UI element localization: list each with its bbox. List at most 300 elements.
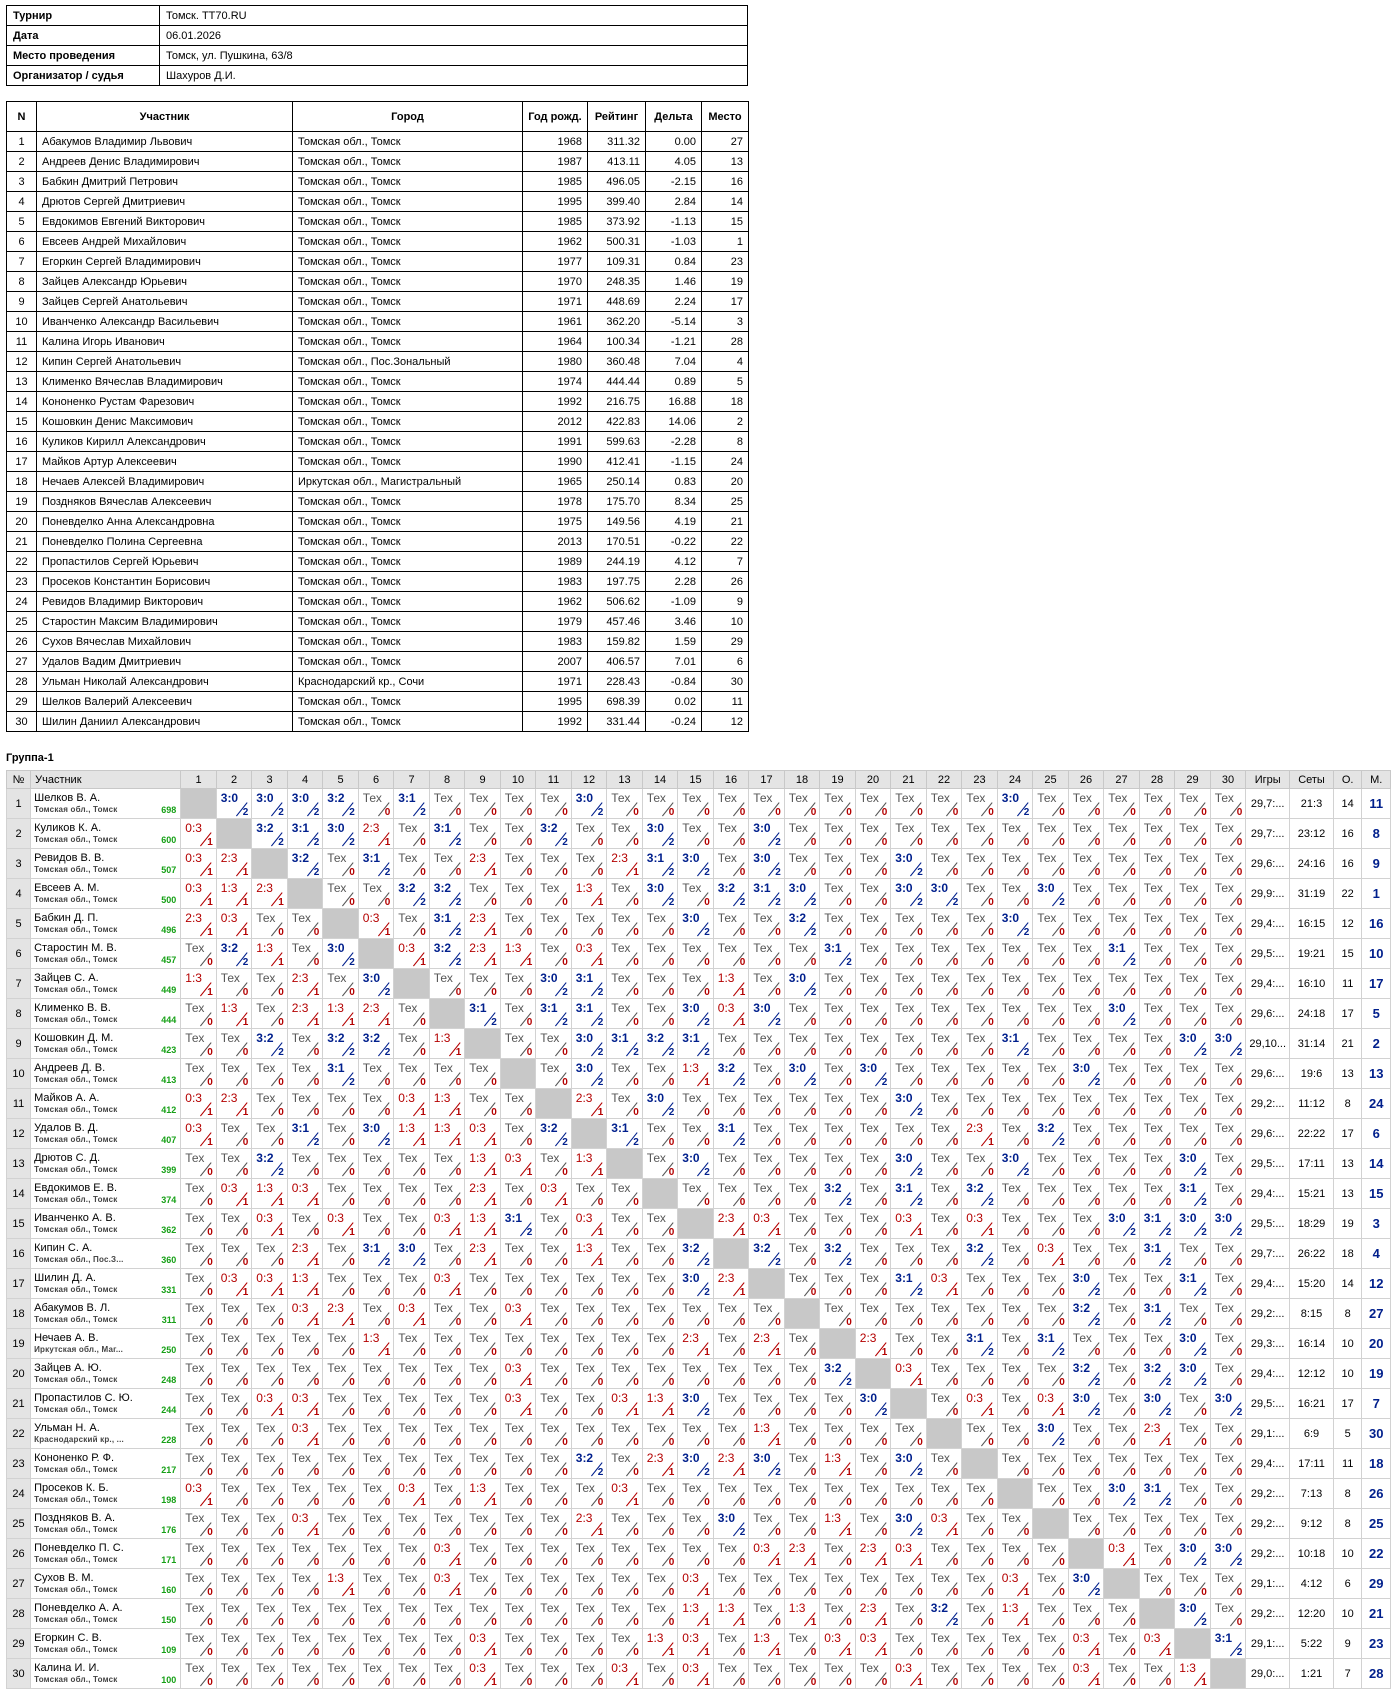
match-points: 0 bbox=[739, 1407, 746, 1418]
match-result-cell bbox=[749, 789, 785, 819]
match-score: Тех bbox=[1214, 1151, 1234, 1165]
match-points: 0 bbox=[349, 1137, 355, 1148]
match-result-cell bbox=[1210, 1359, 1246, 1389]
match-result-cell bbox=[323, 1089, 359, 1119]
match-points: 0 bbox=[349, 1347, 355, 1358]
match-score: Тех bbox=[540, 1331, 560, 1345]
match-points: 2 bbox=[384, 987, 391, 998]
match-result-cell bbox=[997, 939, 1033, 969]
match-points: 0 bbox=[349, 1437, 355, 1448]
match-score: Тех bbox=[824, 1301, 844, 1315]
match-score: Тех bbox=[1001, 821, 1021, 835]
match-result-cell bbox=[713, 1449, 749, 1479]
match-points: 0 bbox=[668, 1077, 675, 1088]
match-points: 0 bbox=[775, 1617, 781, 1628]
match-score: 1:3 bbox=[788, 1601, 806, 1615]
participants-header-cell: N bbox=[7, 102, 37, 132]
match-points: 1 bbox=[1201, 1677, 1207, 1688]
grid-header-opponent-number: 13 bbox=[607, 771, 643, 789]
match-result-cell bbox=[1139, 1389, 1175, 1419]
match-result-cell bbox=[323, 1359, 359, 1389]
match-result-cell bbox=[1068, 1329, 1104, 1359]
match-score: 2:3 bbox=[469, 911, 486, 925]
match-points: 0 bbox=[704, 837, 710, 848]
match-result-cell bbox=[500, 1629, 536, 1659]
match-score: Тех bbox=[220, 1241, 240, 1255]
match-points: 0 bbox=[846, 1557, 852, 1568]
points-cell: 8 bbox=[1333, 1299, 1361, 1329]
match-result-cell bbox=[358, 1539, 394, 1569]
match-score: Тех bbox=[646, 941, 666, 955]
points-cell: 16 bbox=[1333, 819, 1361, 849]
match-result-cell bbox=[678, 1659, 714, 1689]
match-result-cell bbox=[926, 1089, 962, 1119]
participant-cell: 21 bbox=[702, 512, 749, 532]
match-result-cell bbox=[607, 819, 643, 849]
match-score: Тех bbox=[504, 1481, 524, 1495]
player-name: Шилин Д. А. bbox=[34, 1271, 96, 1284]
match-points: 0 bbox=[704, 1197, 710, 1208]
match-points: 1 bbox=[242, 1107, 249, 1118]
match-points: 2 bbox=[917, 1287, 923, 1298]
match-points: 0 bbox=[1165, 1557, 1172, 1568]
match-result-cell bbox=[1175, 1239, 1211, 1269]
match-result-cell bbox=[1210, 1209, 1246, 1239]
match-result-cell bbox=[429, 1239, 465, 1269]
participant-cell: 362.20 bbox=[588, 312, 646, 332]
match-score: 1:3 bbox=[327, 1571, 344, 1585]
match-result-cell bbox=[465, 1119, 501, 1149]
games-cell: 29,2:... bbox=[1246, 1299, 1290, 1329]
match-score: 1:3 bbox=[753, 1421, 770, 1435]
match-score: Тех bbox=[540, 1511, 560, 1525]
match-points: 0 bbox=[1059, 1107, 1065, 1118]
results-grid-row bbox=[7, 1359, 1391, 1389]
match-score: Тех bbox=[575, 821, 595, 835]
match-score: Тех bbox=[824, 1091, 844, 1105]
match-result-cell bbox=[287, 819, 323, 849]
participant-cell: 1980 bbox=[523, 352, 588, 372]
match-points: 0 bbox=[278, 1377, 284, 1388]
row-number: 20 bbox=[7, 1359, 31, 1389]
match-score: Тех bbox=[362, 1211, 382, 1225]
match-score: 3:1 bbox=[1143, 1211, 1162, 1225]
match-points: 1 bbox=[704, 1077, 710, 1088]
match-points: 2 bbox=[597, 987, 604, 998]
match-result-cell bbox=[926, 1389, 962, 1419]
match-result-cell bbox=[536, 1059, 572, 1089]
participant-cell: Майков Артур Алексеевич bbox=[37, 452, 293, 472]
match-result-cell bbox=[394, 1089, 430, 1119]
participant-cell: 1965 bbox=[523, 472, 588, 492]
match-points: 0 bbox=[278, 1557, 284, 1568]
match-result-cell bbox=[1139, 1269, 1175, 1299]
match-result-cell bbox=[394, 1419, 430, 1449]
match-score: Тех bbox=[1143, 1541, 1163, 1555]
match-points: 0 bbox=[739, 1347, 746, 1358]
player-cell bbox=[31, 1389, 181, 1419]
match-score: Тех bbox=[824, 1391, 844, 1405]
match-points: 1 bbox=[242, 1287, 249, 1298]
match-score: Тех bbox=[930, 1451, 950, 1465]
match-points: 0 bbox=[704, 1437, 710, 1448]
match-points: 2 bbox=[313, 807, 320, 818]
match-score: 2:3 bbox=[611, 851, 628, 865]
match-result-cell bbox=[1104, 1089, 1140, 1119]
match-score: 0:3 bbox=[1072, 1661, 1090, 1675]
match-result-cell bbox=[962, 1059, 998, 1089]
match-points: 0 bbox=[207, 1467, 213, 1478]
match-score: Тех bbox=[753, 1061, 773, 1075]
match-points: 0 bbox=[739, 807, 746, 818]
match-result-cell bbox=[1175, 1149, 1211, 1179]
match-score: 3:0 bbox=[646, 881, 665, 895]
match-points: 1 bbox=[526, 1167, 533, 1178]
match-points: 1 bbox=[207, 987, 213, 998]
match-points: 0 bbox=[526, 1587, 533, 1598]
match-result-cell bbox=[500, 1029, 536, 1059]
match-result-cell bbox=[536, 999, 572, 1029]
match-result-cell bbox=[642, 789, 678, 819]
match-score: 3:2 bbox=[1072, 1301, 1091, 1315]
match-result-cell bbox=[891, 1509, 927, 1539]
match-score: Тех bbox=[185, 1211, 205, 1225]
match-points: 0 bbox=[988, 897, 994, 908]
match-result-cell bbox=[1139, 1119, 1175, 1149]
match-score: 1:3 bbox=[362, 1331, 380, 1345]
match-result-cell bbox=[500, 1089, 536, 1119]
match-score: 3:2 bbox=[291, 851, 310, 865]
player-name: Бабкин Д. П. bbox=[34, 911, 99, 924]
match-result-cell bbox=[287, 1329, 323, 1359]
diagonal-cell bbox=[181, 789, 217, 819]
match-score: Тех bbox=[859, 1481, 879, 1495]
grid-header-opponent-number: 29 bbox=[1175, 771, 1211, 789]
participant-cell: 12 bbox=[7, 352, 37, 372]
match-result-cell bbox=[465, 879, 501, 909]
match-result-cell bbox=[820, 909, 856, 939]
match-result-cell bbox=[749, 1509, 785, 1539]
match-score: Тех bbox=[291, 1661, 311, 1675]
match-score: Тех bbox=[717, 851, 737, 865]
match-score: Тех bbox=[433, 1661, 453, 1675]
match-points: 0 bbox=[349, 1377, 355, 1388]
player-city: Томская обл., Томск bbox=[34, 804, 118, 814]
match-points: 0 bbox=[420, 1377, 426, 1388]
match-points: 1 bbox=[242, 897, 249, 908]
row-number: 4 bbox=[7, 879, 31, 909]
match-score: Тех bbox=[611, 1451, 631, 1465]
match-result-cell bbox=[607, 1449, 643, 1479]
player-name: Кипин С. А. bbox=[34, 1241, 93, 1254]
match-points: 2 bbox=[1165, 1257, 1172, 1268]
match-result-cell bbox=[252, 1509, 288, 1539]
info-value: Томск, ул. Пушкина, 63/8 bbox=[160, 46, 748, 66]
match-points: 0 bbox=[455, 1257, 462, 1268]
match-points: 0 bbox=[242, 1497, 249, 1508]
participant-cell: 496.05 bbox=[588, 172, 646, 192]
match-score: 0:3 bbox=[469, 1631, 486, 1645]
match-score: 3:0 bbox=[327, 821, 345, 835]
match-result-cell bbox=[358, 1629, 394, 1659]
match-score: Тех bbox=[611, 1001, 631, 1015]
diagonal-cell bbox=[1104, 1569, 1140, 1599]
match-result-cell bbox=[1068, 1029, 1104, 1059]
match-points: 0 bbox=[207, 1377, 213, 1388]
match-score: Тех bbox=[1001, 1451, 1021, 1465]
participant-cell: 27 bbox=[7, 652, 37, 672]
match-points: 0 bbox=[988, 1047, 994, 1058]
match-result-cell bbox=[713, 1509, 749, 1539]
match-score: 3:0 bbox=[753, 821, 771, 835]
match-points: 0 bbox=[1130, 1647, 1136, 1658]
match-result-cell bbox=[607, 1179, 643, 1209]
match-result-cell bbox=[465, 1509, 501, 1539]
sets-cell: 19:21 bbox=[1290, 939, 1334, 969]
match-result-cell bbox=[607, 1059, 643, 1089]
match-points: 0 bbox=[668, 957, 675, 968]
match-score: Тех bbox=[966, 1031, 986, 1045]
match-result-cell bbox=[891, 1179, 927, 1209]
match-result-cell bbox=[962, 1359, 998, 1389]
grid-header-opponent-number: 14 bbox=[642, 771, 678, 789]
match-result-cell bbox=[323, 1509, 359, 1539]
match-result-cell bbox=[1139, 1659, 1175, 1689]
match-points: 2 bbox=[810, 987, 817, 998]
participant-cell: 1962 bbox=[523, 592, 588, 612]
match-points: 0 bbox=[881, 1017, 888, 1028]
points-cell: 21 bbox=[1333, 1029, 1361, 1059]
match-points: 0 bbox=[668, 927, 675, 938]
match-points: 0 bbox=[810, 1257, 817, 1268]
match-points: 0 bbox=[988, 1437, 994, 1448]
match-result-cell bbox=[855, 999, 891, 1029]
match-result-cell bbox=[1033, 1089, 1069, 1119]
match-score: Тех bbox=[433, 1241, 453, 1255]
row-number: 9 bbox=[7, 1029, 31, 1059]
match-points: 0 bbox=[384, 1677, 391, 1688]
match-result-cell bbox=[571, 1449, 607, 1479]
match-score: 0:3 bbox=[291, 1421, 309, 1435]
match-score: Тех bbox=[966, 1001, 986, 1015]
match-points: 0 bbox=[455, 1617, 462, 1628]
match-result-cell bbox=[323, 849, 359, 879]
match-points: 0 bbox=[633, 1617, 639, 1628]
match-result-cell bbox=[1104, 1029, 1140, 1059]
match-result-cell bbox=[820, 819, 856, 849]
match-result-cell bbox=[216, 1509, 252, 1539]
results-grid-row bbox=[7, 1629, 1391, 1659]
participant-cell: 1971 bbox=[523, 672, 588, 692]
match-score: 2:3 bbox=[966, 1121, 983, 1135]
results-grid-row bbox=[7, 939, 1391, 969]
match-points: 0 bbox=[420, 1407, 426, 1418]
match-points: 0 bbox=[739, 1677, 746, 1688]
match-points: 0 bbox=[1023, 1467, 1030, 1478]
match-score: Тех bbox=[1143, 1151, 1163, 1165]
match-score: 0:3 bbox=[291, 1391, 309, 1405]
match-result-cell bbox=[1139, 969, 1175, 999]
match-result-cell bbox=[571, 1479, 607, 1509]
match-score: Тех bbox=[859, 1271, 879, 1285]
match-score: Тех bbox=[1001, 1211, 1021, 1225]
match-points: 0 bbox=[846, 1317, 852, 1328]
diagonal-cell bbox=[855, 1359, 891, 1389]
match-points: 0 bbox=[384, 1197, 391, 1208]
player-cell bbox=[31, 1629, 181, 1659]
match-score: Тех bbox=[824, 821, 844, 835]
match-score: 1:3 bbox=[256, 1181, 273, 1195]
match-score: Тех bbox=[646, 1661, 666, 1675]
participant-cell: 2013 bbox=[523, 532, 588, 552]
match-result-cell bbox=[216, 1029, 252, 1059]
match-result-cell bbox=[891, 1299, 927, 1329]
match-score: Тех bbox=[469, 1391, 489, 1405]
match-result-cell bbox=[216, 939, 252, 969]
match-points: 0 bbox=[526, 837, 533, 848]
match-score: Тех bbox=[895, 1601, 915, 1615]
match-points: 1 bbox=[917, 1227, 923, 1238]
match-points: 0 bbox=[562, 807, 568, 818]
participant-cell: Шелков Валерий Алексеевич bbox=[37, 692, 293, 712]
match-score: Тех bbox=[291, 911, 311, 925]
match-points: 2 bbox=[775, 897, 781, 908]
match-points: 0 bbox=[1236, 1377, 1243, 1388]
match-result-cell bbox=[1068, 879, 1104, 909]
match-points: 0 bbox=[668, 1527, 675, 1538]
match-points: 0 bbox=[952, 1227, 959, 1238]
match-score: Тех bbox=[1072, 1031, 1092, 1045]
match-points: 1 bbox=[491, 1497, 497, 1508]
participant-cell: 28 bbox=[702, 332, 749, 352]
match-score: Тех bbox=[646, 1331, 666, 1345]
match-result-cell bbox=[642, 1509, 678, 1539]
match-result-cell bbox=[607, 1659, 643, 1689]
match-points: 0 bbox=[384, 1437, 391, 1448]
match-score: 3:0 bbox=[859, 1391, 878, 1405]
match-result-cell bbox=[252, 1479, 288, 1509]
match-result-cell bbox=[678, 1539, 714, 1569]
place-cell: 8 bbox=[1362, 819, 1391, 849]
match-result-cell bbox=[891, 969, 927, 999]
match-result-cell bbox=[394, 879, 430, 909]
match-score: 3:2 bbox=[717, 1061, 736, 1075]
match-score: Тех bbox=[824, 1601, 844, 1615]
match-result-cell bbox=[252, 1059, 288, 1089]
match-result-cell bbox=[429, 1089, 465, 1119]
match-result-cell bbox=[749, 939, 785, 969]
match-result-cell bbox=[891, 1059, 927, 1089]
match-score: Тех bbox=[398, 1541, 418, 1555]
match-points: 2 bbox=[384, 867, 391, 878]
match-result-cell bbox=[642, 1569, 678, 1599]
match-score: 3:0 bbox=[788, 881, 807, 895]
match-points: 0 bbox=[1059, 1677, 1065, 1688]
match-result-cell bbox=[252, 1539, 288, 1569]
match-score: Тех bbox=[291, 1331, 311, 1345]
match-result-cell bbox=[1068, 1419, 1104, 1449]
player-city: Краснодарский кр., ... bbox=[34, 1434, 124, 1444]
match-points: 0 bbox=[1130, 1467, 1136, 1478]
match-points: 0 bbox=[491, 1527, 497, 1538]
match-result-cell bbox=[607, 939, 643, 969]
match-score: Тех bbox=[1001, 1391, 1021, 1405]
match-points: 0 bbox=[1059, 1617, 1065, 1628]
match-result-cell bbox=[394, 939, 430, 969]
match-score: Тех bbox=[717, 1421, 737, 1435]
match-result-cell bbox=[358, 999, 394, 1029]
match-points: 2 bbox=[1236, 1227, 1243, 1238]
match-score: Тех bbox=[1037, 1151, 1057, 1165]
match-result-cell bbox=[252, 879, 288, 909]
match-result-cell bbox=[500, 969, 536, 999]
match-points: 0 bbox=[455, 987, 462, 998]
match-points: 1 bbox=[810, 1617, 817, 1628]
sets-cell: 6:9 bbox=[1290, 1419, 1334, 1449]
match-points: 0 bbox=[1165, 1137, 1172, 1148]
match-result-cell bbox=[181, 1059, 217, 1089]
match-score: Тех bbox=[291, 1151, 311, 1165]
place-cell: 15 bbox=[1362, 1179, 1391, 1209]
match-points: 0 bbox=[491, 987, 497, 998]
match-score: Тех bbox=[966, 1061, 986, 1075]
match-points: 0 bbox=[668, 1167, 675, 1178]
match-points: 0 bbox=[1023, 1227, 1030, 1238]
match-score: Тех bbox=[575, 1271, 595, 1285]
participant-cell: 0.00 bbox=[646, 132, 702, 152]
match-result-cell bbox=[855, 1479, 891, 1509]
games-cell: 29,4:... bbox=[1246, 969, 1290, 999]
match-result-cell bbox=[1175, 999, 1211, 1029]
match-result-cell bbox=[216, 1089, 252, 1119]
match-points: 0 bbox=[704, 1107, 710, 1118]
match-score: Тех bbox=[398, 1061, 418, 1075]
participant-row bbox=[7, 372, 749, 392]
match-score: Тех bbox=[220, 1481, 240, 1495]
match-points: 2 bbox=[1165, 1407, 1172, 1418]
participant-cell: 4.12 bbox=[646, 552, 702, 572]
match-result-cell bbox=[820, 1539, 856, 1569]
match-result-cell bbox=[536, 1329, 572, 1359]
match-result-cell bbox=[1139, 1359, 1175, 1389]
match-score: Тех bbox=[1072, 1211, 1092, 1225]
match-result-cell bbox=[678, 999, 714, 1029]
match-result-cell bbox=[713, 1029, 749, 1059]
match-score: 3:1 bbox=[895, 1271, 913, 1285]
match-points: 1 bbox=[988, 1227, 994, 1238]
match-result-cell bbox=[1104, 1299, 1140, 1329]
participant-row bbox=[7, 692, 749, 712]
match-result-cell bbox=[323, 819, 359, 849]
match-points: 2 bbox=[704, 1287, 710, 1298]
match-score: Тех bbox=[895, 941, 915, 955]
match-score: Тех bbox=[185, 1061, 205, 1075]
points-cell: 10 bbox=[1333, 1599, 1361, 1629]
match-points: 0 bbox=[384, 1227, 391, 1238]
match-score: Тех bbox=[291, 1031, 311, 1045]
player-city: Томская обл., Томск bbox=[34, 1074, 118, 1084]
points-cell: 5 bbox=[1333, 1419, 1361, 1449]
match-points: 0 bbox=[917, 1017, 923, 1028]
participant-cell: Томская обл., Томск bbox=[293, 452, 523, 472]
match-result-cell bbox=[323, 1629, 359, 1659]
match-score: Тех bbox=[1108, 1361, 1128, 1375]
match-result-cell bbox=[749, 1449, 785, 1479]
match-points: 0 bbox=[846, 1407, 852, 1418]
match-points: 0 bbox=[207, 1677, 213, 1688]
participant-cell: 16.88 bbox=[646, 392, 702, 412]
match-score: Тех bbox=[256, 1421, 276, 1435]
